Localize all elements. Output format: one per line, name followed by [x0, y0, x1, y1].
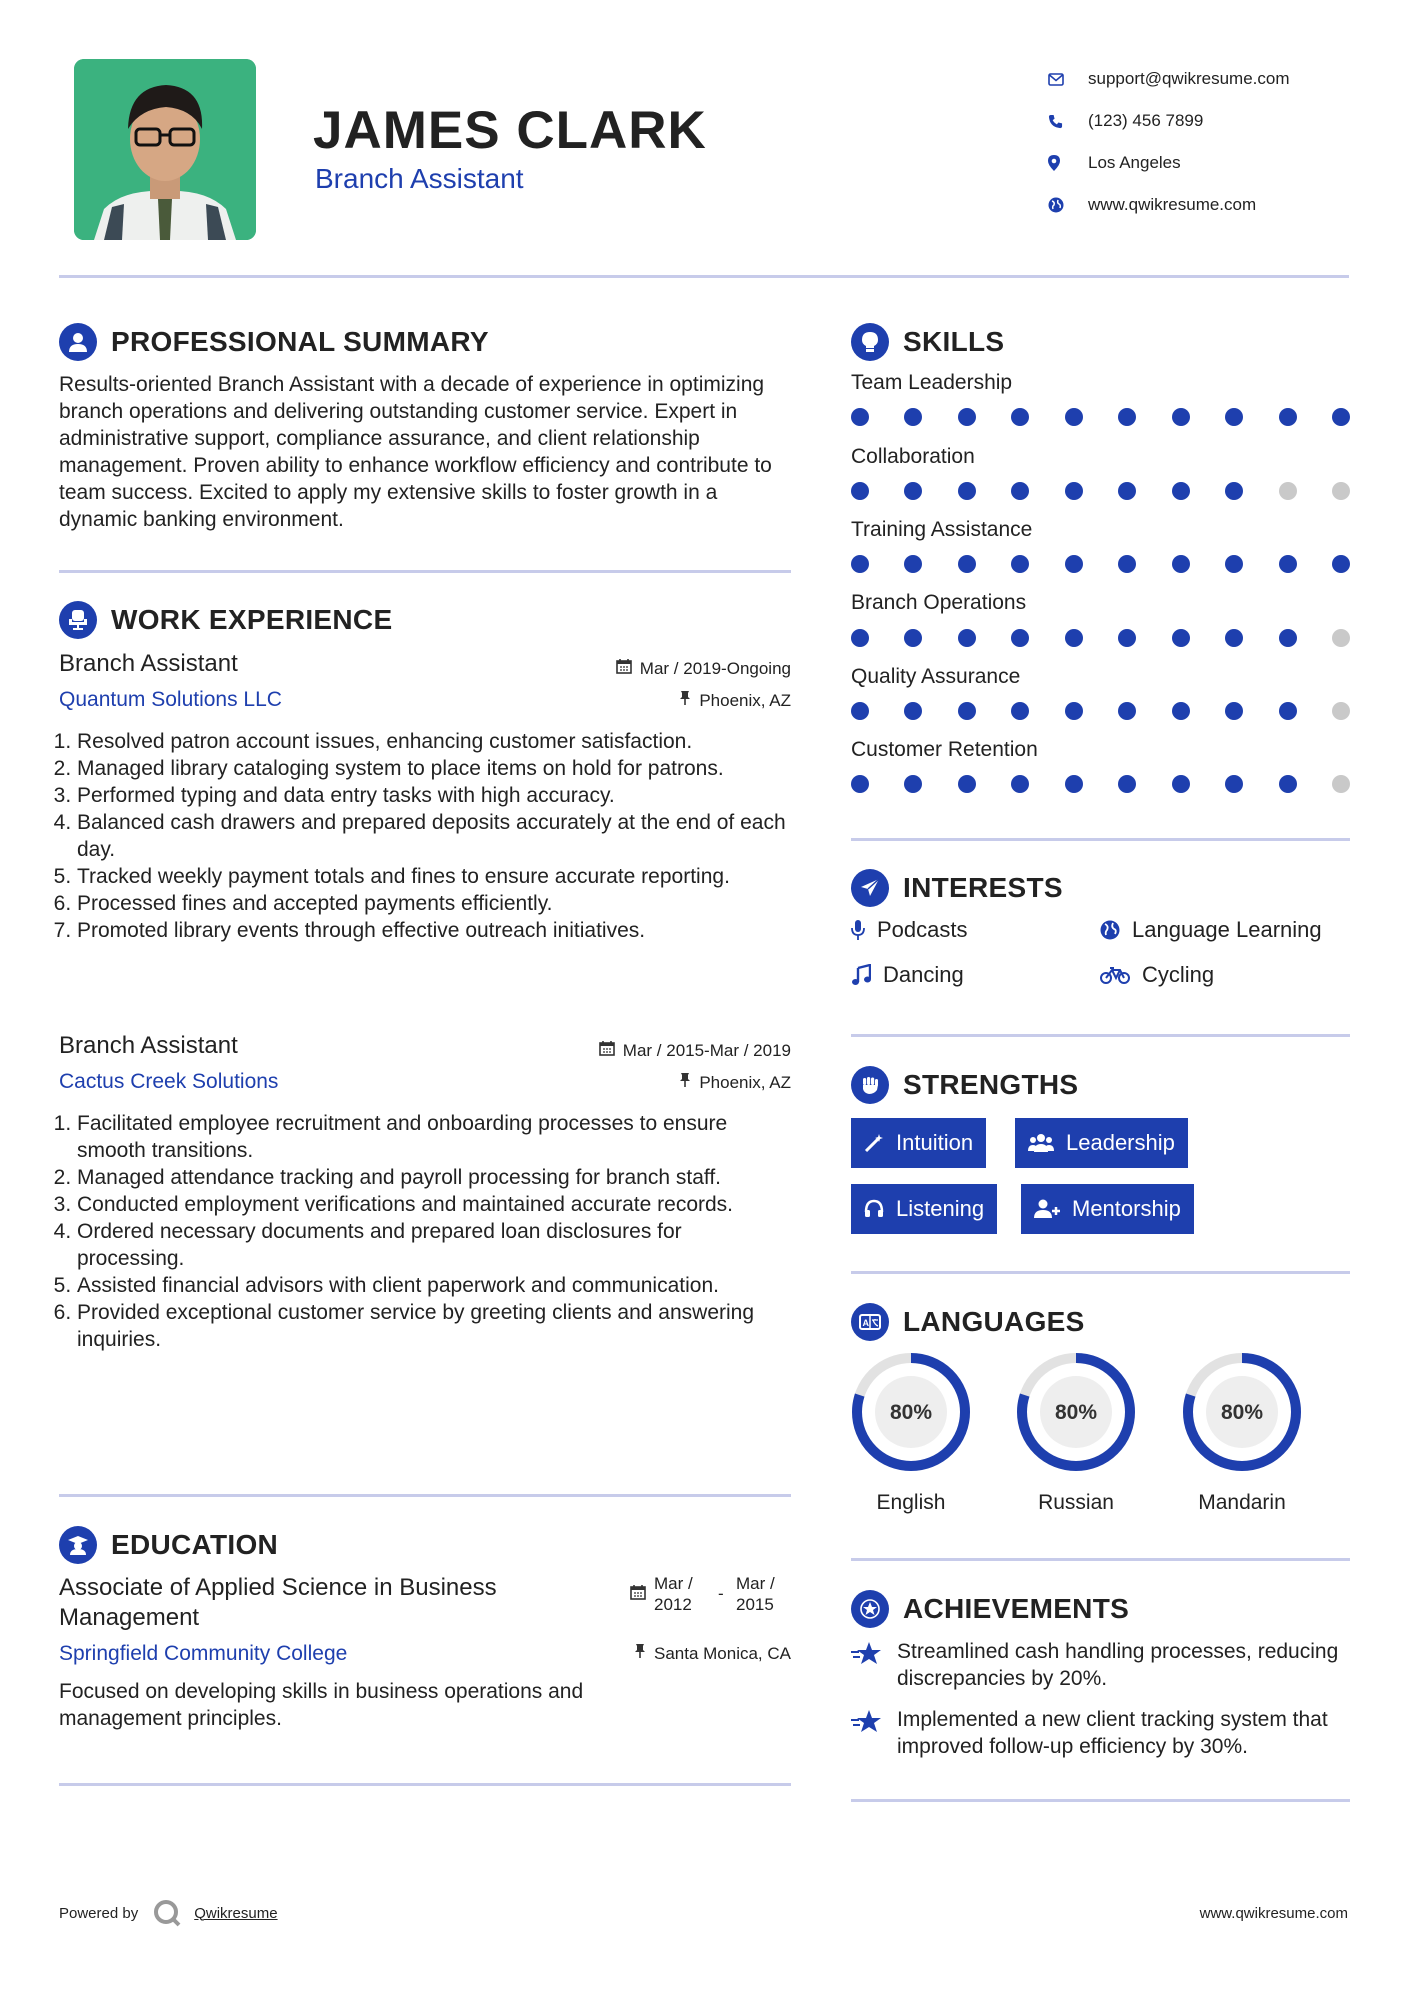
- calendar-icon: [599, 1040, 615, 1061]
- graduate-icon: [59, 1526, 97, 1564]
- skill-name: Team Leadership: [851, 371, 1013, 394]
- skill-dot-filled: [1065, 482, 1083, 500]
- summary-divider: [59, 570, 791, 573]
- company-name: Quantum Solutions LLC: [59, 688, 282, 711]
- skill-dot-empty: [1332, 629, 1350, 647]
- strength-badge: Intuition: [851, 1118, 986, 1168]
- skill-rating: [851, 775, 1350, 793]
- job-title: Branch Assistant: [59, 1032, 238, 1059]
- skill-dot-filled: [851, 482, 869, 500]
- skill-dot-filled: [958, 408, 976, 426]
- experience-heading: WORK EXPERIENCE: [59, 601, 392, 639]
- microphone-icon: [851, 919, 865, 941]
- skill-dot-filled: [1118, 482, 1136, 500]
- pushpin-icon: [679, 690, 691, 711]
- envelope-icon: [1048, 73, 1088, 86]
- education-location: Santa Monica, CA: [540, 1643, 791, 1664]
- language-percent: 80%: [1220, 1401, 1264, 1424]
- contact-phone[interactable]: (123) 456 7899: [1048, 100, 1378, 142]
- skill-dot-filled: [958, 555, 976, 573]
- language-item: [851, 1352, 971, 1515]
- skill-dot-filled: [1118, 775, 1136, 793]
- skill-dot-filled: [1065, 408, 1083, 426]
- skill-name: Branch Operations: [851, 591, 1027, 614]
- skill-rating: [851, 408, 1350, 426]
- interests-heading: INTERESTS: [851, 869, 1063, 907]
- skill-dot-filled: [1279, 702, 1297, 720]
- contact-list: [1048, 58, 1378, 226]
- education-description: Focused on developing skills in business operations and management principles.: [59, 1680, 584, 1730]
- skill-dot-filled: [958, 775, 976, 793]
- skill-dot-filled: [851, 702, 869, 720]
- skill-dot-filled: [1011, 775, 1029, 793]
- skill-dot-empty: [1332, 482, 1350, 500]
- language-item: [1182, 1352, 1302, 1515]
- job-location: Phoenix, AZ: [540, 690, 791, 711]
- language-progress-ring: [1016, 1352, 1136, 1472]
- skill-rating: [851, 482, 1350, 500]
- skill-dot-filled: [904, 629, 922, 647]
- skill-dot-filled: [1225, 629, 1243, 647]
- strength-badge: Mentorship: [1021, 1184, 1194, 1234]
- strength-badge: Leadership: [1015, 1118, 1188, 1168]
- job-dates: Mar / 2015-Mar / 2019: [540, 1040, 791, 1061]
- skill-dot-filled: [851, 408, 869, 426]
- skill-dot-filled: [1279, 629, 1297, 647]
- user-icon: [59, 323, 97, 361]
- candidate-name: JAMES CLARK: [313, 101, 707, 160]
- skill-dot-filled: [1011, 555, 1029, 573]
- skill-dot-filled: [1225, 555, 1243, 573]
- list-item: 1. Resolved patron account issues, enhancing customer satisfaction.: [77, 728, 799, 755]
- users-icon: [1028, 1133, 1054, 1153]
- star-icon: [851, 1638, 897, 1692]
- list-item: 6. Provided exceptional customer service by greeting clients and answering inquiries.: [77, 1299, 779, 1353]
- qwikresume-link[interactable]: Qwikresume: [194, 1904, 278, 1922]
- skill-dot-filled: [1065, 702, 1083, 720]
- interest-item: Podcasts: [851, 917, 968, 943]
- user-plus-icon: [1034, 1199, 1060, 1219]
- skill-dot-filled: [1172, 408, 1190, 426]
- skill-name: Customer Retention: [851, 738, 1038, 761]
- skill-dot-filled: [1172, 775, 1190, 793]
- skill-dot-filled: [904, 702, 922, 720]
- svg-text:A: A: [862, 1318, 869, 1328]
- magic-wand-icon: [864, 1133, 884, 1153]
- list-item: 4. Ordered necessary documents and prepared loan disclosures for processing.: [77, 1218, 779, 1272]
- skill-name: Collaboration: [851, 445, 975, 468]
- experience-divider: [59, 1494, 791, 1497]
- bicycle-icon: [1100, 965, 1130, 985]
- languages-heading: A LANGUAGES: [851, 1303, 1085, 1341]
- skill-dot-empty: [1332, 775, 1350, 793]
- skill-rating: [851, 702, 1350, 720]
- interest-item: Dancing: [851, 962, 964, 988]
- globe-icon: [1048, 197, 1088, 213]
- list-item: 2. Managed library cataloging system to place items on hold for patrons.: [77, 755, 799, 782]
- candidate-role: Branch Assistant: [315, 163, 524, 194]
- achievements-divider: [851, 1799, 1350, 1802]
- skill-dot-filled: [1065, 555, 1083, 573]
- language-name: Russian: [1038, 1491, 1114, 1514]
- language-item: [1016, 1352, 1136, 1515]
- job-title: Branch Assistant: [59, 650, 238, 677]
- interest-item: Cycling: [1100, 962, 1214, 988]
- skill-name: Quality Assurance: [851, 665, 1021, 688]
- skill-dot-filled: [1172, 702, 1190, 720]
- list-item: 6. Processed fines and accepted payments efficiently.: [77, 890, 799, 917]
- achievement-item: Implemented a new client tracking system that improved follow-up efficiency by 30%.: [851, 1706, 1350, 1760]
- footer-url[interactable]: www.qwikresume.com: [1199, 1905, 1348, 1922]
- qwikresume-logo-icon: [152, 1898, 182, 1928]
- skills-divider: [851, 838, 1350, 841]
- skill-dot-filled: [1279, 555, 1297, 573]
- pushpin-icon: [679, 1072, 691, 1093]
- list-item: 7. Promoted library events through effective outreach initiatives.: [77, 917, 799, 944]
- contact-location: Los Angeles: [1048, 142, 1378, 184]
- skill-name: Training Assistance: [851, 518, 1033, 541]
- skill-dot-filled: [904, 408, 922, 426]
- skill-dot-filled: [1225, 408, 1243, 426]
- skills-heading: SKILLS: [851, 323, 1004, 361]
- strength-badge: Listening: [851, 1184, 997, 1234]
- list-item: 1. Facilitated employee recruitment and onboarding processes to ensure smooth transitions.: [77, 1110, 779, 1164]
- summary-heading: PROFESSIONAL SUMMARY: [59, 323, 489, 361]
- skill-dot-filled: [1279, 775, 1297, 793]
- globe-icon: [1100, 920, 1120, 940]
- skill-dot-filled: [1118, 555, 1136, 573]
- calendar-icon: [616, 658, 632, 679]
- skill-rating: [851, 629, 1350, 647]
- language-icon: [851, 1303, 889, 1341]
- star-icon: [851, 1706, 897, 1760]
- skill-dot-filled: [1172, 482, 1190, 500]
- skill-dot-filled: [1225, 702, 1243, 720]
- skill-dot-filled: [1279, 408, 1297, 426]
- language-name: English: [876, 1491, 946, 1514]
- location-pin-icon: [1048, 155, 1088, 171]
- languages-divider: [851, 1558, 1350, 1561]
- list-item: 5. Assisted financial advisors with client paperwork and communication.: [77, 1272, 779, 1299]
- school-name: Springfield Community College: [59, 1642, 348, 1665]
- interests-divider: [851, 1034, 1350, 1037]
- list-item: 2. Managed attendance tracking and payroll processing for branch staff.: [77, 1164, 779, 1191]
- skill-dot-filled: [958, 629, 976, 647]
- footer-branding: Powered by Qwikresume: [59, 1898, 278, 1928]
- skill-dot-filled: [1172, 629, 1190, 647]
- skill-dot-filled: [1172, 555, 1190, 573]
- skill-dot-filled: [851, 555, 869, 573]
- skill-dot-filled: [1332, 555, 1350, 573]
- skill-dot-filled: [1065, 775, 1083, 793]
- language-progress-ring: [1182, 1352, 1302, 1472]
- header-divider: [59, 275, 1349, 278]
- lightbulb-icon: [851, 323, 889, 361]
- skill-dot-filled: [958, 482, 976, 500]
- fist-icon: [851, 1066, 889, 1104]
- degree-title: Associate of Applied Science in Business Management: [59, 1574, 497, 1631]
- language-progress-ring: [851, 1352, 971, 1472]
- calendar-icon: [630, 1584, 646, 1605]
- music-note-icon: [851, 964, 871, 986]
- language-percent: 80%: [1054, 1401, 1098, 1424]
- skill-dot-filled: [904, 482, 922, 500]
- skill-dot-filled: [1011, 702, 1029, 720]
- skill-dot-filled: [1332, 408, 1350, 426]
- strengths-divider: [851, 1271, 1350, 1274]
- job-duties: [59, 1110, 779, 1353]
- language-percent: 80%: [889, 1401, 933, 1424]
- skill-dot-filled: [1011, 482, 1029, 500]
- skill-dot-filled: [1118, 629, 1136, 647]
- headphones-icon: [864, 1199, 884, 1219]
- skill-dot-filled: [851, 629, 869, 647]
- chair-icon: [59, 601, 97, 639]
- skill-dot-filled: [1011, 629, 1029, 647]
- skill-dot-empty: [1332, 702, 1350, 720]
- profile-photo: [74, 59, 256, 240]
- skill-dot-empty: [1279, 482, 1297, 500]
- list-item: 4. Balanced cash drawers and prepared deposits accurately at the end of each day.: [77, 809, 799, 863]
- skill-dot-filled: [904, 555, 922, 573]
- education-divider: [59, 1783, 791, 1786]
- education-dates: Mar / 2012 - Mar / 2015: [630, 1573, 786, 1615]
- achievements-heading: ACHIEVEMENTS: [851, 1590, 1129, 1628]
- contact-email[interactable]: support@qwikresume.com: [1048, 58, 1378, 100]
- achievement-item: Streamlined cash handling processes, reducing discrepancies by 20%.: [851, 1638, 1350, 1692]
- skill-dot-filled: [1225, 775, 1243, 793]
- job-location: Phoenix, AZ: [540, 1072, 791, 1093]
- strengths-heading: STRENGTHS: [851, 1066, 1078, 1104]
- skill-dot-filled: [958, 702, 976, 720]
- list-item: 3. Performed typing and data entry tasks with high accuracy.: [77, 782, 799, 809]
- skill-dot-filled: [1118, 408, 1136, 426]
- summary-text: Results-oriented Branch Assistant with a decade of experience in optimizing branch operations and delivering outstanding customer service. Expert in administrative support, compliance assurance, and client relationship management. Proven ability to enhance workflow efficiency and contribute to team success. Excited to apply my extensive skills to foster growth in a dynamic banking environment.: [59, 373, 772, 531]
- language-name: Mandarin: [1198, 1491, 1286, 1514]
- list-item: 3. Conducted employment verifications and maintained accurate records.: [77, 1191, 779, 1218]
- education-heading: EDUCATION: [59, 1526, 278, 1564]
- list-item: 5. Tracked weekly payment totals and fines to ensure accurate reporting.: [77, 863, 799, 890]
- pushpin-icon: [634, 1643, 646, 1664]
- star-badge-icon: [851, 1590, 889, 1628]
- skill-rating: [851, 555, 1350, 573]
- company-name: Cactus Creek Solutions: [59, 1070, 279, 1093]
- paper-plane-icon: [851, 869, 889, 907]
- job-duties: [59, 728, 799, 944]
- skill-dot-filled: [1118, 702, 1136, 720]
- skill-dot-filled: [904, 775, 922, 793]
- contact-website[interactable]: www.qwikresume.com: [1048, 184, 1378, 226]
- phone-icon: [1048, 114, 1088, 129]
- skill-dot-filled: [1225, 482, 1243, 500]
- skill-dot-filled: [851, 775, 869, 793]
- skill-dot-filled: [1065, 629, 1083, 647]
- job-dates: Mar / 2019-Ongoing: [540, 658, 791, 679]
- interest-item: Language Learning: [1100, 917, 1322, 943]
- skill-dot-filled: [1011, 408, 1029, 426]
